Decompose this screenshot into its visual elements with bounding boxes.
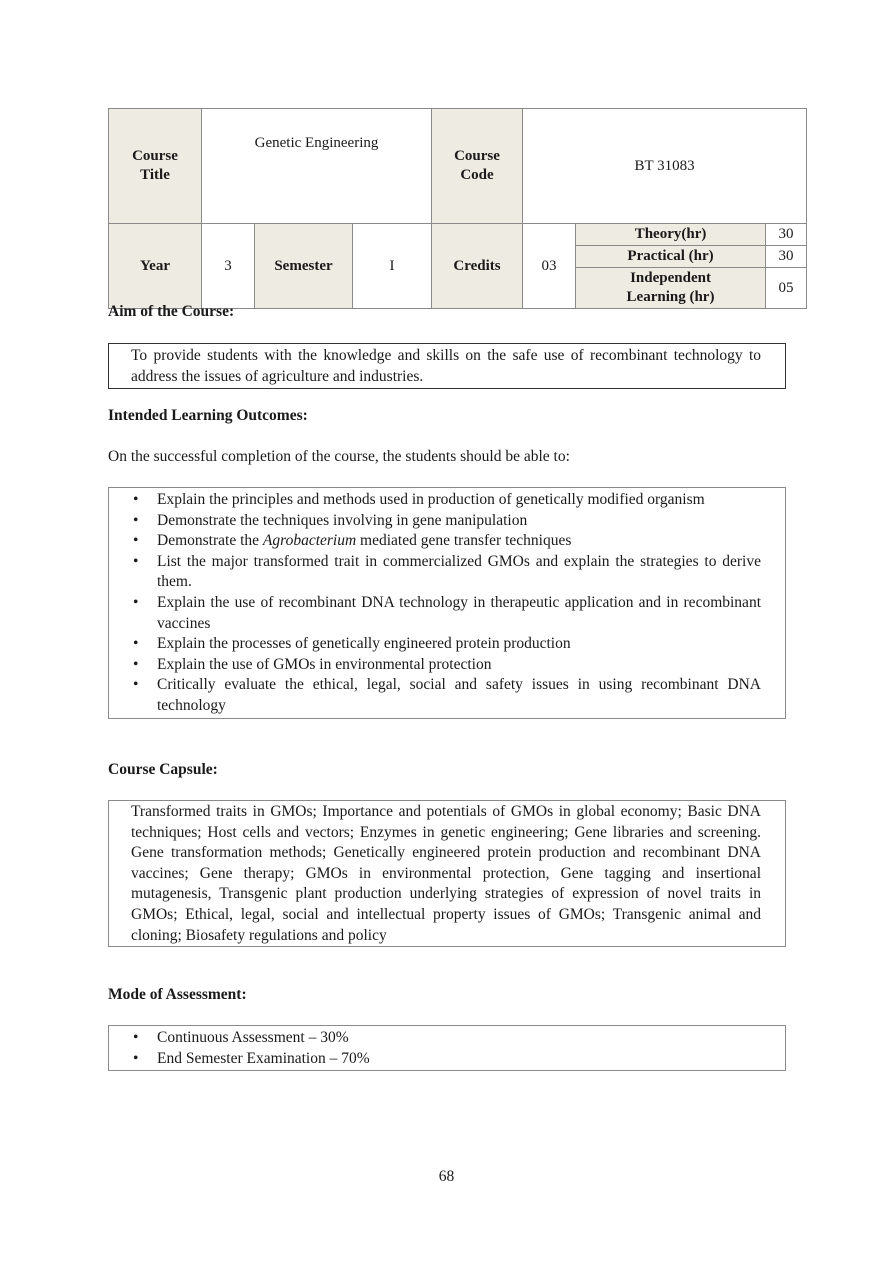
independent-hours-value: 05 — [766, 268, 807, 309]
independent-hours-label: Independent Learning (hr) — [576, 268, 766, 309]
ilo-intro: On the successful completion of the course, the students should be able to: — [108, 448, 570, 465]
assessment-item: • Continuous Assessment – 30% — [157, 1028, 761, 1049]
bullet-icon: • — [133, 491, 139, 508]
ilo-item: • Critically evaluate the ethical, legal, social and safety issues in using recombinant DNA technology — [133, 676, 761, 714]
course-code-value: BT 31083 — [523, 109, 807, 224]
bullet-icon: • — [133, 676, 139, 694]
ilo-item: • Explain the processes of genetically engineered protein production — [157, 634, 761, 655]
bullet-icon: • — [133, 1029, 139, 1046]
ilo-item: • Demonstrate the techniques involving in gene manipulation — [157, 511, 761, 532]
ilo-item: • Explain the principles and methods used in production of genetically modified organism — [157, 490, 761, 511]
ilo-item: • List the major transformed trait in commercialized GMOs and explain the strategies to derive them. — [133, 552, 761, 591]
assessment-box — [108, 1025, 786, 1071]
credits-value: 03 — [523, 224, 576, 309]
ilo-list — [109, 490, 785, 717]
capsule-heading: Course Capsule: — [108, 761, 218, 778]
capsule-box — [108, 800, 786, 947]
theory-hours-value: 30 — [766, 224, 807, 246]
bullet-icon: • — [133, 1049, 139, 1067]
bullet-icon: • — [133, 593, 139, 611]
assessment-item: • End Semester Examination – 70% — [157, 1049, 761, 1070]
assessment-heading: Mode of Assessment: — [108, 986, 247, 1003]
theory-hours-label: Theory(hr) — [576, 224, 766, 246]
bullet-icon: • — [133, 511, 139, 529]
page-number: 68 — [438, 1168, 455, 1185]
ilo-item: • Explain the use of recombinant DNA technology in therapeutic application and in recombinant vaccines — [133, 593, 761, 632]
agrobacterium-italic: Agrobacterium — [262, 532, 357, 550]
course-info-table — [108, 108, 807, 309]
aim-text: To provide students with the knowledge and skills on the safe use of recombinant technology to address the issues of agriculture and industries. — [131, 347, 761, 385]
course-title-label: Course Title — [109, 109, 202, 224]
aim-box — [108, 343, 786, 389]
course-title-value: Genetic Engineering — [202, 109, 432, 224]
year-value: 3 — [202, 224, 255, 309]
ilo-heading: Intended Learning Outcomes: — [108, 407, 308, 424]
capsule-text: Transformed traits in GMOs; Importance and potentials of GMOs in global economy; Basic DNA techniques; Host cells and vectors; Enzymes in genetic engineering; Gene libraries and screening. Gene transformation methods; Genetically engineered protein production and recombinant DNA vaccines; Gene therapy; GMOs in environmental protection, Gene tagging and insertional mutagenesis, Transgenic plant production underlying strategies of expression of novel traits in GMOs; Ethical, legal, social and intellectual property issues of GMOs; Transgenic animal and cloning; Biosafety regulations and policy — [131, 803, 761, 944]
ilo-box — [108, 487, 786, 719]
practical-hours-value: 30 — [766, 246, 807, 268]
practical-hours-label: Practical (hr) — [576, 246, 766, 268]
course-code-label: Course Code — [432, 109, 523, 224]
year-label: Year — [109, 224, 202, 309]
bullet-icon: • — [133, 635, 139, 653]
assessment-list — [109, 1028, 785, 1069]
semester-label: Semester — [255, 224, 353, 309]
credits-label: Credits — [432, 224, 523, 309]
bullet-icon: • — [133, 655, 139, 673]
bullet-icon: • — [133, 552, 139, 570]
semester-value: I — [353, 224, 432, 309]
ilo-item: • Explain the use of GMOs in environmental protection — [157, 655, 761, 676]
aim-heading: Aim of the Course: — [108, 303, 235, 320]
ilo-item: • Demonstrate the Agrobacterium mediated gene transfer techniques — [157, 531, 761, 552]
bullet-icon: • — [133, 532, 139, 550]
